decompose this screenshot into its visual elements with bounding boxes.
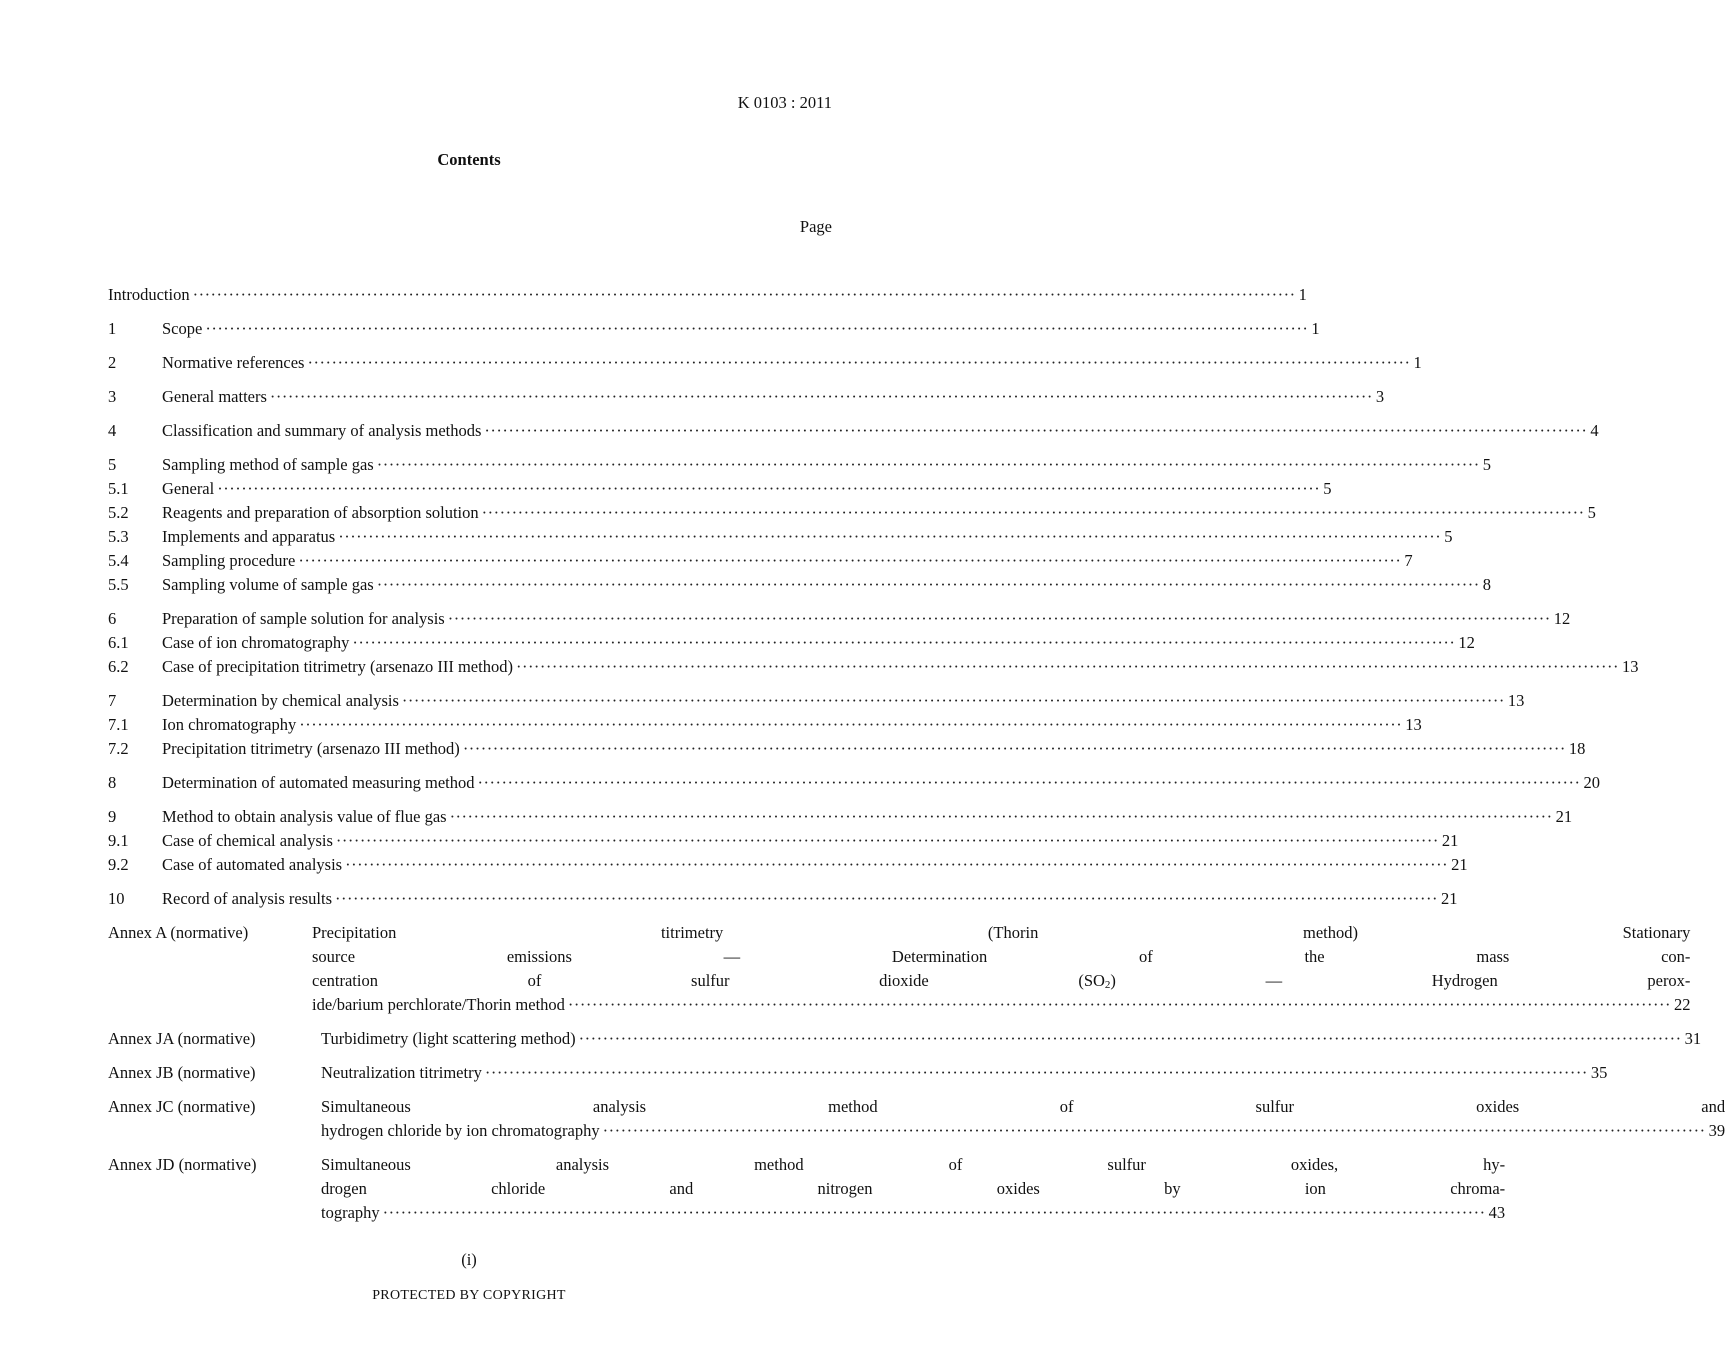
page-number: 5	[1587, 503, 1596, 522]
toc-group	[108, 283, 1307, 307]
clause-title: Reagents and preparation of absorption solution	[162, 503, 479, 522]
page-number: 1	[1311, 319, 1320, 338]
annex-title-line	[312, 969, 1690, 993]
page-number: 12	[1458, 633, 1475, 652]
annex-label: Annex JC (normative)	[108, 1097, 256, 1116]
annex-title-last-line	[312, 993, 1690, 1017]
clause-title: Case of automated analysis	[162, 855, 343, 874]
clause-number: 5.2	[108, 503, 129, 522]
page-number: 5	[1323, 479, 1332, 498]
page-number: 5	[1482, 455, 1491, 474]
dot-leader	[193, 283, 1296, 307]
page-number: 12	[1553, 609, 1571, 628]
toc-entry[interactable]	[108, 453, 1491, 477]
annex-title-last-line	[321, 1061, 1607, 1085]
toc-entry[interactable]	[108, 737, 1586, 761]
annex-title-line: drogen chloride and nitrogen oxides by ion chroma-	[321, 1179, 1506, 1198]
annex-title-line: Simultaneous analysis method of sulfur oxides, hy-	[321, 1155, 1506, 1174]
annex-entry[interactable]	[108, 921, 1691, 1017]
clause-title: Implements and apparatus	[162, 527, 336, 546]
page-number: 13	[1621, 657, 1639, 676]
toc-group	[108, 805, 1573, 877]
clause-number: 10	[108, 889, 125, 908]
clause-number: 7.2	[108, 739, 129, 758]
clause-number: 9.1	[108, 831, 129, 850]
dot-leader	[579, 1027, 1682, 1051]
clause-number: 8	[108, 773, 117, 792]
annex-title	[321, 1095, 1725, 1143]
toc-group	[108, 887, 1458, 911]
clause-number: 5	[108, 455, 117, 474]
clause-number: 5.4	[108, 551, 129, 570]
page-number: 4	[1590, 421, 1599, 440]
annex-entry[interactable]	[108, 1095, 1725, 1143]
page-number: 3	[1375, 387, 1385, 406]
clause-number: 2	[108, 353, 117, 372]
table-of-contents	[108, 283, 1725, 1235]
annex-title-text: Turbidimetry (light scattering method)	[321, 1029, 576, 1048]
toc-entry[interactable]	[108, 689, 1525, 713]
annex-title-line: source emissions — Determination of the mass con-	[312, 947, 1691, 966]
dot-leader	[482, 501, 1585, 525]
toc-clauses	[108, 283, 1639, 911]
dot-leader	[377, 453, 1480, 477]
annex-title-text: tography	[321, 1203, 380, 1222]
toc-entry[interactable]	[108, 771, 1601, 795]
toc-annexes	[108, 921, 1725, 1225]
standard-identifier: K 0103 : 2011	[737, 93, 832, 112]
dot-leader	[336, 829, 1439, 853]
clause-number: 1	[108, 319, 117, 338]
dot-leader	[335, 887, 1438, 911]
annex-title-last-line	[321, 1201, 1505, 1225]
annex-title-text: hydrogen chloride by ion chromatography	[321, 1121, 600, 1140]
toc-group	[108, 317, 1320, 341]
toc-group	[108, 453, 1596, 597]
dot-leader	[307, 351, 1410, 375]
page-number: 13	[1507, 691, 1525, 710]
annex-entry[interactable]	[108, 1027, 1702, 1051]
page-number: 18	[1568, 739, 1586, 758]
annex-title-fragment: centration of sulfur dioxide (SO	[312, 971, 1105, 990]
page-number: 35	[1590, 1063, 1608, 1082]
toc-entry[interactable]	[108, 549, 1413, 573]
page-number: 5	[1444, 527, 1453, 546]
clause-number: 5.1	[108, 479, 129, 498]
dot-leader	[448, 607, 1551, 631]
dot-leader	[383, 1201, 1486, 1225]
page-number: 21	[1451, 855, 1468, 874]
page-number: 21	[1441, 889, 1458, 908]
clause-title: Sampling method of sample gas	[162, 455, 374, 474]
annex-label: Annex A (normative)	[108, 923, 249, 942]
annex-entry[interactable]	[108, 1061, 1608, 1085]
clause-title: Scope	[162, 319, 203, 338]
dot-leader	[338, 525, 1441, 549]
page-number: 1	[1413, 353, 1422, 372]
clause-title: Determination of automated measuring method	[162, 773, 475, 792]
dot-leader	[485, 1061, 1588, 1085]
clause-title: Precipitation titrimetry (arsenazo III method)	[162, 739, 460, 758]
clause-title: Ion chromatography	[162, 715, 297, 734]
dot-leader	[478, 771, 1581, 795]
clause-number: 7.1	[108, 715, 129, 734]
dot-leader	[484, 419, 1587, 443]
page-number: 21	[1555, 807, 1573, 826]
annex-title-last-line	[321, 1027, 1701, 1051]
page-number: 13	[1405, 715, 1422, 734]
toc-group	[108, 771, 1601, 795]
page-number: 21	[1441, 831, 1459, 850]
page-number: 31	[1684, 1029, 1702, 1048]
clause-title: Sampling procedure	[162, 551, 296, 570]
clause-number: 6.2	[108, 657, 129, 676]
toc-entry[interactable]	[108, 573, 1491, 597]
clause-number: 7	[108, 691, 117, 710]
annex-label: Annex JA (normative)	[108, 1029, 256, 1048]
clause-title: Classification and summary of analysis methods	[162, 421, 482, 440]
copyright-notice: PROTECTED BY COPYRIGHT	[372, 1288, 566, 1303]
clause-number: 4	[108, 421, 117, 440]
toc-group	[108, 689, 1586, 761]
clause-title: Case of ion chromatography	[162, 633, 350, 652]
toc-entry[interactable]	[108, 501, 1596, 525]
annex-title-fragment: ) — Hydrogen perox-	[1110, 971, 1691, 990]
annex-title-last-line	[321, 1119, 1725, 1143]
dot-leader	[463, 737, 1566, 761]
clause-number: 3	[108, 387, 117, 406]
page-number: 22	[1673, 995, 1691, 1014]
toc-entry[interactable]	[108, 477, 1332, 501]
toc-group	[108, 351, 1422, 375]
toc-entry[interactable]	[108, 887, 1458, 911]
dot-leader	[299, 713, 1402, 737]
clause-title: Introduction	[108, 285, 190, 304]
toc-entry[interactable]	[108, 283, 1307, 307]
dot-leader	[377, 573, 1480, 597]
clause-number: 5.3	[108, 527, 129, 546]
toc-entry[interactable]	[108, 713, 1422, 737]
annex-label: Annex JB (normative)	[108, 1063, 256, 1082]
clause-number: 9	[108, 807, 117, 826]
annex-title	[321, 1027, 1701, 1051]
toc-entry[interactable]	[108, 655, 1639, 679]
annex-title	[312, 921, 1690, 1017]
annex-entry[interactable]	[108, 1153, 1506, 1225]
page-number: 7	[1404, 551, 1413, 570]
toc-entry[interactable]	[108, 317, 1320, 341]
toc-group	[108, 419, 1599, 443]
clause-number: 6	[108, 609, 117, 628]
dot-leader	[568, 993, 1671, 1017]
clause-title: Determination by chemical analysis	[162, 691, 399, 710]
clause-title: Case of chemical analysis	[162, 831, 333, 850]
annex-label: Annex JD (normative)	[108, 1155, 257, 1174]
clause-title: Record of analysis results	[162, 889, 333, 908]
clause-number: 6.1	[108, 633, 129, 652]
dot-leader	[217, 477, 1320, 501]
toc-entry[interactable]	[108, 385, 1385, 409]
annex-title	[321, 1153, 1505, 1225]
dot-leader	[603, 1119, 1706, 1143]
footer-page-number: (i)	[461, 1250, 477, 1269]
annex-title-text: ide/barium perchlorate/Thorin method	[312, 995, 565, 1014]
dot-leader	[205, 317, 1308, 341]
annex-title-text: Neutralization titrimetry	[321, 1063, 482, 1082]
toc-entry[interactable]	[108, 805, 1573, 829]
page-column-label: Page	[799, 217, 832, 236]
toc-entry[interactable]	[108, 351, 1422, 375]
clause-title: Normative references	[162, 353, 305, 372]
dot-leader	[402, 689, 1505, 713]
toc-entry[interactable]	[108, 419, 1599, 443]
annex-title-line: Simultaneous analysis method of sulfur oxides and	[321, 1097, 1725, 1116]
annex-title-line: Precipitation titrimetry (Thorin method) Stationary	[312, 923, 1691, 942]
page-number: 8	[1482, 575, 1491, 594]
page-number: 20	[1583, 773, 1601, 792]
dot-leader	[516, 655, 1619, 679]
page-number: 39	[1708, 1121, 1725, 1140]
clause-title: Preparation of sample solution for analysis	[162, 609, 445, 628]
dot-leader	[270, 385, 1373, 409]
dot-leader	[298, 549, 1401, 573]
clause-title: General	[162, 479, 215, 498]
toc-entry[interactable]	[108, 525, 1453, 549]
toc-group	[108, 607, 1639, 679]
clause-title: Method to obtain analysis value of flue gas	[162, 807, 447, 826]
dot-leader	[345, 853, 1448, 877]
subscript: 2	[1104, 979, 1111, 991]
clause-title: General matters	[162, 387, 267, 406]
dot-leader	[352, 631, 1455, 655]
clause-number: 5.5	[108, 575, 129, 594]
clause-number: 9.2	[108, 855, 129, 874]
toc-entry[interactable]	[108, 853, 1468, 877]
annex-title	[321, 1061, 1607, 1085]
toc-entry[interactable]	[108, 631, 1475, 655]
page-number: 43	[1488, 1203, 1506, 1222]
toc-entry[interactable]	[108, 607, 1571, 631]
toc-group	[108, 385, 1385, 409]
clause-title: Sampling volume of sample gas	[162, 575, 374, 594]
clause-title: Case of precipitation titrimetry (arsenazo III method)	[162, 657, 513, 676]
toc-entry[interactable]	[108, 829, 1459, 853]
dot-leader	[450, 805, 1553, 829]
page-number: 1	[1298, 285, 1307, 304]
contents-heading: Contents	[437, 150, 501, 169]
